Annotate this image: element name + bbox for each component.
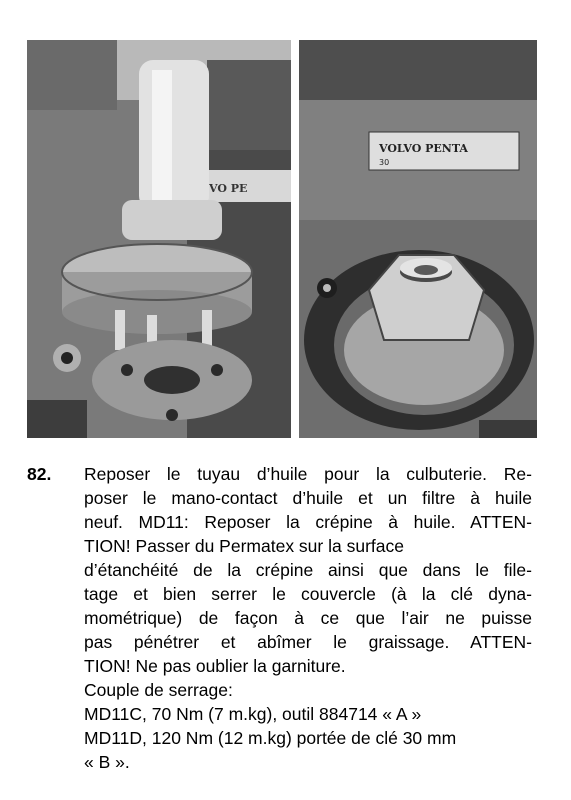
photo-strainer-tool [27,40,291,438]
step-instructions [84,462,532,774]
instruction-line: d’étanchéité de la crépine ainsi que dans le file- [84,560,532,580]
step-number: 82. [27,464,52,484]
instruction-line: TION! Passer du Permatex sur la surface [84,536,404,556]
torque-heading: Couple de serrage: [84,680,233,700]
svg-text:VOLVO PENTA: VOLVO PENTA [379,142,468,155]
torque-spec-line: MD11C, 70 Nm (7 m.kg), outil 884714 « A » [84,704,422,724]
instruction-line: poser le mano-contact d’huile et un filtre à huile [84,488,532,508]
instruction-line: neuf. MD11: Reposer la crépine à huile. ATTEN- [84,512,532,532]
photo-strainer-cover [299,40,537,438]
instruction-line: TION! Ne pas oublier la garniture. [84,656,346,676]
instruction-line: Reposer le tuyau d’huile pour la culbuterie. Re- [84,464,532,484]
instruction-line: mométrique) de façon à ce que l’air ne puisse [84,608,532,628]
svg-text:VO PE: VO PE [209,182,248,195]
instruction-line: tage et bien serrer le couvercle (à la clé dyna- [84,584,532,604]
instruction-line: pas pénétrer et abîmer le graissage. ATTEN- [84,632,532,652]
torque-spec-line: « B ». [84,752,130,772]
svg-text:30: 30 [379,158,390,167]
torque-spec-line: MD11D, 120 Nm (12 m.kg) portée de clé 30 mm [84,728,457,748]
